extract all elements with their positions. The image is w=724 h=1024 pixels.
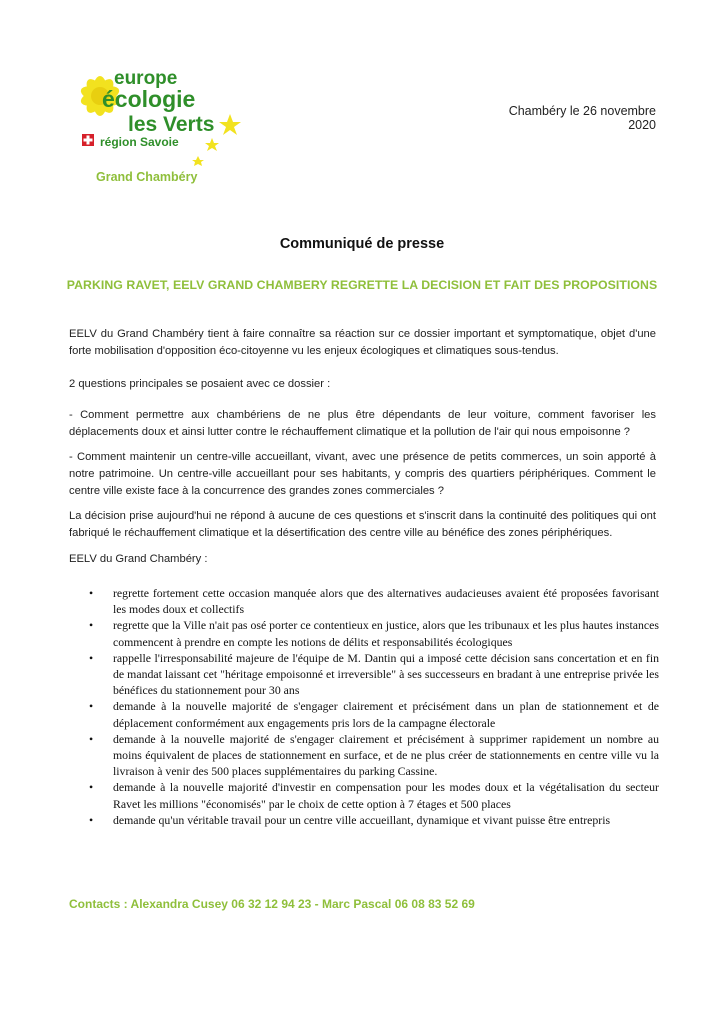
paragraph-question-2: - Comment maintenir un centre-ville accueillant, vivant, avec une présence de petits commerces, un soin apporté à notre patrimoine. Un centre-ville accueillant pour ses habitants, y compris des quartiers périphériques. Comment le centre ville existe face à la concurrence des grandes zones commerciales ? bbox=[69, 451, 656, 497]
paragraph-question-1: - Comment permettre aux chambériens de ne plus être dépendants de leur voiture, comment favoriser les déplacements doux et ainsi lutter contre le réchauffement climatique et la pollution de l'air qui nous empoisonne ? bbox=[69, 409, 656, 438]
bullet-icon: • bbox=[89, 812, 94, 827]
bullet-icon: • bbox=[89, 586, 94, 600]
bullet-icon: • bbox=[89, 699, 94, 714]
paragraph-decision: La décision prise aujourd'hui ne répond à aucune de ces questions et s'inscrit dans la continuité des politiques qui ont fabriqué le réchauffement climatique et la désertification des centre ville au bénéfice des zones périphériques. bbox=[69, 510, 656, 539]
list-item-text: demande à la nouvelle majorité d'investir en compensation pour les modes doux et la végétalisation du secteur Ravet les millions "économisés" par le choix de cette option à 7 étages et 500 places bbox=[113, 780, 659, 811]
list-item-text: demande qu'un véritable travail pour un centre ville accueillant, dynamique et vivant puisse être entrepris bbox=[113, 812, 611, 827]
organisation-name: Grand Chambéry bbox=[96, 170, 198, 184]
list-item-text: rappelle l'irresponsabilité majeure de l'équipe de M. Dantin qui a imposé cette décision sans concertation et en fin de mandat laissant cet "héritage empoisonné et irreversible" à ses successeurs en bradant à une entreprise privée les bénéfices du stationnement pour 30 ans bbox=[113, 650, 659, 698]
positions-list bbox=[69, 585, 659, 828]
list-item bbox=[69, 812, 659, 828]
list-item-text: demande à la nouvelle majorité de s'engager clairement et précisément dans un plan de stationnement et de déplacement conformément aux engagements pris lors de la campagne électorale bbox=[113, 699, 659, 730]
press-headline: PARKING RAVET, EELV GRAND CHAMBERY REGRETTE LA DECISION ET FAIT DES PROPOSITIONS bbox=[66, 278, 658, 292]
paragraph-questions: 2 questions principales se posaient avec ce dossier : bbox=[69, 378, 331, 390]
contacts-line: Contacts : Alexandra Cusey 06 32 12 94 23 - Marc Pascal 06 08 83 52 69 bbox=[69, 897, 475, 911]
list-item-text: regrette fortement cette occasion manquée alors que des alternatives audacieuses avaient été proposées favorisant les modes doux et collectifs bbox=[113, 586, 659, 617]
list-item bbox=[69, 779, 659, 811]
logo-line4: région Savoie bbox=[100, 135, 179, 149]
list-item bbox=[69, 585, 659, 617]
paragraph-intro: EELV du Grand Chambéry tient à faire connaître sa réaction sur ce dossier important et symptomatique, objet d'une forte mobilisation d'opposition éco-citoyenne vu les enjeux écologiques et climatiques sous-tendus. bbox=[69, 328, 656, 357]
sunflower-logo-icon bbox=[62, 62, 252, 167]
bullet-icon: • bbox=[89, 650, 94, 665]
list-item bbox=[69, 617, 659, 649]
document-title: Communiqué de presse bbox=[279, 236, 445, 252]
document-date: Chambéry le 26 novembre 2020 bbox=[508, 104, 656, 132]
logo-line2: écologie bbox=[102, 86, 196, 112]
bullet-icon: • bbox=[89, 780, 94, 795]
paragraph-eelv-lead: EELV du Grand Chambéry : bbox=[69, 553, 208, 565]
list-item-text: regrette que la Ville n'ait pas osé porter ce contentieux en justice, alors que les tribunaux et les plus hautes instances commencent à prendre en compte les notions de délits et responsabilités écologiques bbox=[113, 618, 659, 649]
logo-line3: les Verts bbox=[128, 113, 215, 136]
list-item bbox=[69, 650, 659, 699]
logo-line1: europe bbox=[114, 68, 178, 89]
list-item bbox=[69, 731, 659, 780]
list-item-text: demande à la nouvelle majorité de s'engager clairement et précisément à supprimer rapidement un nombre au moins équivalent de places de stationnement en surface, et de ne plus créer de stationnements en centre ville vu la livraison à venir des 500 places supplémentaires du parking Cassine. bbox=[113, 731, 659, 779]
list-item bbox=[69, 698, 659, 730]
bullet-icon: • bbox=[89, 618, 94, 633]
eelv-logo bbox=[62, 62, 252, 167]
bullet-icon: • bbox=[89, 731, 94, 746]
